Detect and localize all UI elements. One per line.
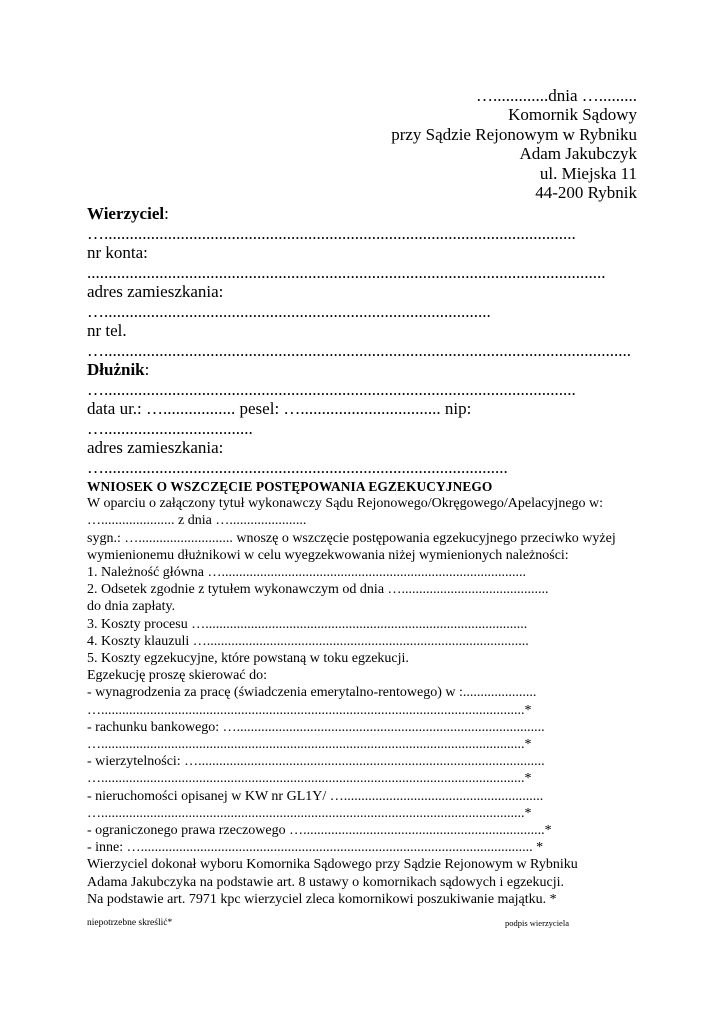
enforcement-target: - wierzytelności: …...................................................................................................: [87, 754, 545, 770]
bailiff-name: Adam Jakubczyk: [519, 144, 637, 164]
claim-item: do dnia zapłaty.: [87, 599, 176, 615]
creditor-heading-colon: :: [164, 204, 169, 223]
debtor-id-line: data ur.: …................. pesel: …................................. nip:: [87, 399, 472, 418]
creditor-name-field: …...............................................................................................................: [87, 223, 576, 243]
strike-note: niepotrzebne skreślić*: [87, 918, 173, 928]
bailiff-title: Komornik Sądowy: [508, 105, 637, 125]
enforcement-target: ….........................................................................................................................*: [87, 771, 532, 787]
enforcement-target: ….........................................................................................................................*: [87, 805, 532, 821]
creditor-phone-label: nr tel.: [87, 321, 127, 340]
enforcement-direction: Egzekucję proszę skierować do:: [87, 668, 267, 684]
request-section: [87, 478, 647, 908]
creditor-phone-field: …............................................................................................................................: [87, 340, 631, 360]
bailiff-street: ul. Miejska 11: [539, 163, 637, 183]
parties-section: [87, 204, 647, 477]
enforcement-target: ….........................................................................................................................*: [87, 702, 532, 718]
claim-item: 2. Odsetek zgodnie z tytułem wykonawczym od dnia …..........................................: [87, 582, 549, 598]
date-line: ….............dnia ….........: [475, 86, 637, 105]
enforcement-target: - rachunku bankowego: …........................................................................................: [87, 719, 545, 735]
debtor-heading-label: Dłużnik: [87, 360, 145, 379]
claim-item: 3. Koszty procesu …............................................................................................: [87, 616, 528, 632]
request-title: WNIOSEK O WSZCZĘCIE POSTĘPOWANIA EGZEKUCYJNEGO: [87, 479, 493, 494]
closing-statement: Na podstawie art. 7971 kpc wierzyciel zleca komornikowi poszukiwanie majątku. *: [87, 891, 557, 907]
debtor-id-line-continued: …...................................: [87, 418, 253, 438]
debtor-address-label: adres zamieszkania:: [87, 438, 224, 457]
creditor-heading-label: Wierzyciel: [87, 204, 165, 223]
creditor-address-field: …...........................................................................................: [87, 301, 491, 321]
claim-item: 4. Koszty klauzuli …............................................................................................: [87, 633, 529, 649]
request-line: …..................... z dnia …......................: [87, 513, 307, 529]
signature-label: podpis wierzyciela: [505, 918, 569, 928]
claim-item: 5. Koszty egzekucyjne, które powstaną w toku egzekucji.: [87, 651, 409, 667]
request-line: wymienionemu dłużnikowi w celu wyegzekwowania niżej wymienionych należności:: [87, 547, 569, 563]
enforcement-target: ….........................................................................................................................*: [87, 737, 532, 753]
debtor-name-field: …...............................................................................................................: [87, 379, 576, 399]
enforcement-target: - ograniczonego prawa rzeczowego ….....................................................................*: [87, 823, 552, 839]
request-line: sygn.: …........................... wnoszę o wszczęcie postępowania egzekucyjnego przeciwko wyżej: [87, 530, 616, 546]
bailiff-city: 44-200 Rybnik: [535, 183, 637, 203]
creditor-heading: [87, 204, 647, 224]
enforcement-target: - nieruchomości opisanej w KW nr GL1Y/ ….........................................................: [87, 788, 544, 804]
debtor-heading-colon: :: [144, 360, 150, 379]
creditor-account-field: ..........................................................................................................................: [87, 262, 606, 282]
debtor-heading: [87, 360, 647, 380]
request-line: W oparciu o załączony tytuł wykonawczy Sądu Rejonowego/Okręgowego/Apelacyjnego w:: [87, 496, 604, 512]
enforcement-target: - wynagrodzenia za pracę (świadczenia emerytalno-rentowego) w :.....................: [87, 685, 537, 701]
creditor-account-label: nr konta:: [87, 243, 148, 262]
creditor-address-label: adres zamieszkania:: [87, 282, 224, 301]
closing-statement: Adama Jakubczyka na podstawie art. 8 ustawy o komornikach sądowych i egzekucji.: [87, 874, 565, 890]
court-name: przy Sądzie Rejonowym w Rybniku: [391, 124, 637, 144]
bailiff-header: [391, 86, 637, 202]
claim-item: 1. Należność główna ….......................................................................................: [87, 565, 527, 581]
closing-statement: Wierzyciel dokonał wyboru Komornika Sądowego przy Sądzie Rejonowym w Rybniku: [87, 857, 578, 873]
enforcement-target: - inne: …................................................................................................................ *: [87, 840, 544, 856]
debtor-address-field: …...............................................................................................: [87, 457, 508, 477]
